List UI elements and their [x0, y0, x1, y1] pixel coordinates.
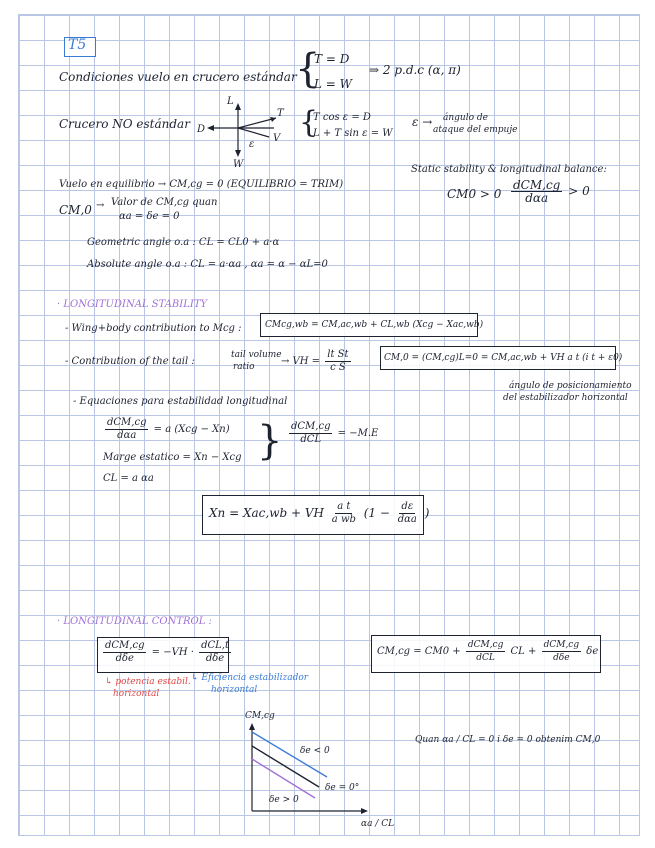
tail-label: - Contribution of the tail :: [65, 356, 195, 367]
vh-eq: [281, 349, 353, 374]
eq-nonstandard-1: T cos ε = D: [313, 112, 371, 123]
eq-b-den: dCL: [300, 434, 322, 445]
full-f2-num: dCM,cg: [543, 640, 580, 650]
vh-lhs: → VH =: [281, 356, 321, 367]
moment-graph: [19, 15, 20, 16]
control-eq: [101, 640, 233, 665]
absolute-angle-eq: Absolute angle o.a : CL = a·αa , αa = α − αL=0: [87, 259, 328, 270]
full-f2-den: dδe: [553, 653, 570, 663]
eq-lift-weight: L = W: [314, 77, 352, 91]
nonstandard-cruise-label: Crucero NO estándar: [59, 117, 190, 131]
section-tag: T5: [68, 37, 87, 53]
line-label-bot: δe > 0: [269, 795, 299, 805]
longitudinal-stability-title: · LONGITUDINAL STABILITY: [57, 299, 208, 310]
brace-nonstandard: {: [299, 105, 319, 140]
tail-volume-2: ratio: [233, 362, 255, 372]
eq-a-num: dCM,cg: [107, 417, 147, 428]
graph-x-label: αa / CL: [361, 819, 395, 829]
static-cond2-den: dαa: [525, 191, 549, 205]
diagram-thrust-label: T: [277, 108, 284, 119]
tilt-note-2: del estabilizador horizontal: [503, 393, 628, 403]
cm0-desc-1: Valor de CM,cg quan: [111, 197, 218, 208]
red-note-2: horizontal: [113, 689, 160, 699]
diagram-lift-label: L: [227, 96, 234, 107]
eq-b-rhs: = −M.E: [337, 428, 379, 439]
eq-b-num: dCM,cg: [291, 421, 331, 432]
full-f1-num: dCM,cg: [467, 640, 504, 650]
stability-eqs-label: - Equaciones para estabilidad longitudinal: [73, 396, 288, 407]
cm0-eq: CM,0 = (CM,cg)L=0 = CM,ac,wb + VH a t (i t + ε0): [384, 353, 623, 363]
line-label-mid: δe = 0°: [325, 783, 360, 793]
eq-a: [103, 417, 230, 442]
eq-a-rhs: = a (Xcg − Xn): [153, 424, 230, 435]
xn-lhs: Xn = Xac,wb + VH: [209, 506, 324, 520]
brace-standard: {: [295, 46, 321, 92]
equilibrium-line: Vuelo en equilibrio → CM,cg = 0 (EQUILIBRIO = TRIM): [59, 179, 344, 190]
epsilon-desc-1: ángulo de: [443, 113, 488, 123]
wingbody-eq: CMcg,wb = CM,ac,wb + CL,wb (Xcg − Xac,wb): [265, 320, 484, 330]
diagram-weight-label: W: [233, 159, 244, 170]
xn-frac-num: a t: [337, 501, 351, 512]
eq-a-den: dαa: [117, 430, 137, 441]
full-lhs: CM,cg = CM0 +: [377, 646, 461, 657]
neutral-point-eq: [209, 501, 429, 526]
cm0-label: CM,0: [59, 203, 92, 217]
vh-den: c S: [330, 362, 346, 373]
full-mid: CL +: [510, 646, 537, 657]
longitudinal-control-title: · LONGITUDINAL CONTROL :: [57, 616, 212, 627]
static-cond2-rel: > 0: [568, 184, 590, 198]
blue-note-1: ↳ Eficiencia estabilizador: [191, 673, 309, 683]
control-mid: = −VH ·: [151, 647, 194, 658]
brace-eqs: }: [257, 418, 283, 464]
epsilon-desc-2: ataque del empuje: [433, 125, 518, 135]
blue-note-2: horizontal: [211, 685, 258, 695]
xn-paren-l: (1 −: [363, 506, 390, 520]
eq-nonstandard-2: L + T sin ε = W: [313, 128, 393, 139]
cm0-desc-2: αa = δe = 0: [119, 211, 180, 222]
tilt-note-1: ángulo de posicionamiento: [509, 381, 632, 391]
control-den: dδe: [115, 653, 134, 664]
diagram-drag-label: D: [197, 124, 206, 135]
control-num2: dCL,t: [201, 640, 229, 651]
standard-cruise-label: Condiciones vuelo en crucero estándar: [59, 70, 297, 84]
implies-text: ⇒ 2 p.d.c (α, π): [369, 63, 461, 77]
cl-eq: CL = a αa: [103, 473, 154, 484]
cm0-note: Quan αa / CL = 0 i δe = 0 obtenim CM,0: [415, 735, 601, 745]
epsilon-symbol: ε →: [412, 115, 433, 129]
xn-de-den: dαa: [397, 514, 417, 525]
tail-volume-1: tail volume: [231, 350, 282, 360]
xn-de-num: dε: [401, 501, 414, 512]
vh-num: lt St: [327, 349, 349, 360]
cm0-arrow: →: [96, 200, 105, 211]
red-note-1: ↳ potencia estabil.: [105, 677, 191, 687]
control-num: dCM,cg: [105, 640, 145, 651]
full-cm-eq: [377, 639, 598, 664]
static-cond2-num: dCM,cg: [513, 178, 561, 192]
line-label-top: δe < 0: [300, 746, 330, 756]
full-f1-den: dCL: [476, 653, 495, 663]
static-cond-2: [509, 179, 590, 204]
geometric-angle-eq: Geometric angle o.a : CL = CL0 + a·α: [87, 237, 280, 248]
xn-paren-r: ): [424, 506, 430, 520]
diagram-velocity-label: V: [273, 133, 281, 144]
static-margin: Marge estatico = Xn − Xcg: [103, 452, 242, 463]
graph-y-label: CM,cg: [245, 711, 275, 721]
eq-thrust-drag: T = D: [314, 52, 350, 66]
static-cond-1: CM0 > 0: [447, 187, 502, 201]
control-den2: dδe: [205, 653, 225, 664]
eq-b: [287, 421, 378, 446]
xn-frac-den: a wb: [331, 514, 356, 525]
wingbody-label: - Wing+body contribution to Mcg :: [65, 323, 242, 334]
full-end: δe: [586, 646, 599, 657]
diagram-epsilon-label: ε: [249, 139, 255, 150]
static-stability-title: Static stability & longitudinal balance:: [411, 164, 607, 175]
notebook-page: [18, 14, 640, 836]
